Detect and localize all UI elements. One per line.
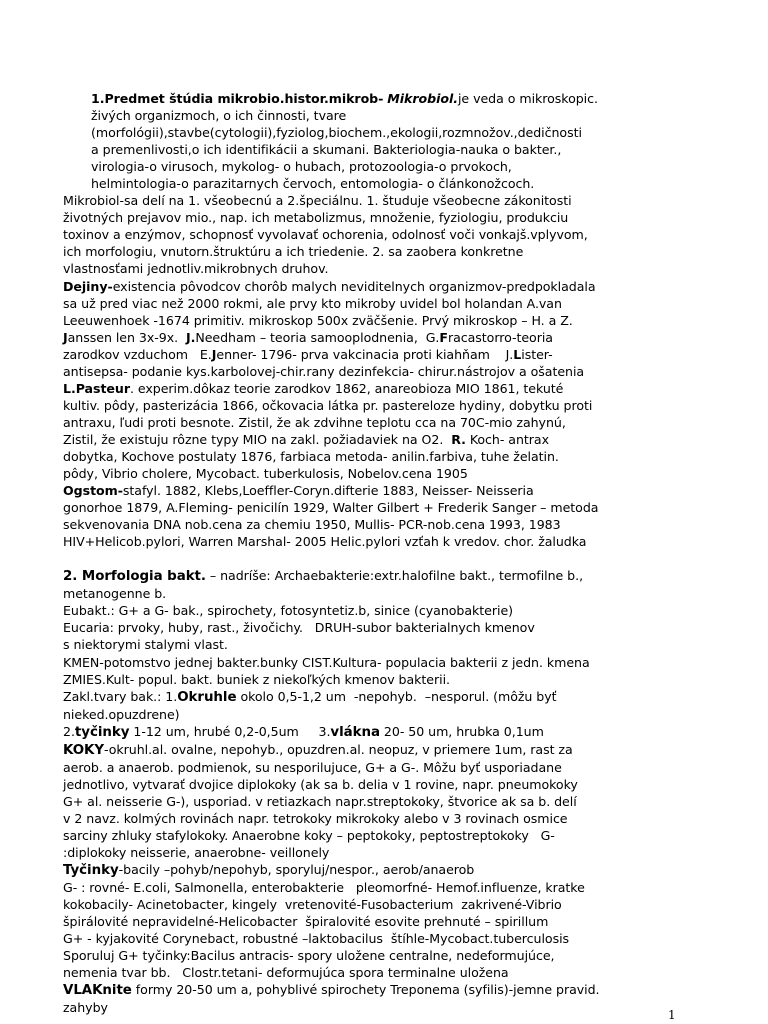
text-span: -bacily –pohyb/nepohyb, sporyluj/nespor., aerob/anaerob (118, 862, 475, 878)
bold-span: L (513, 346, 522, 362)
pasteur-name: L.Pasteur (63, 380, 130, 396)
text-line: pôdy, Vibrio cholere, Mycobact. tuberkulosis, Nobelov.cena 1905 (63, 466, 468, 482)
text-line: Leeuwenhoek -1674 primitiv. mikroskop 500x zväčšenie. Prvý mikroskop – H. a Z. (63, 312, 573, 328)
text-line: špirálovité nepravidelné-Helicobacter špiralovité esovite prehnuté – spirillum (63, 914, 549, 930)
text-line: KMEN-potomstvo jednej bakter.bunky CIST.Kultura- populacia bakterii z jedn. kmena (63, 654, 590, 670)
text-line: virologia-o virusoch, mykolog- o hubach, protozoologia-o prvokoch, (91, 159, 512, 175)
okruhle-label: Okruhle (177, 689, 237, 705)
text-line: s niektorymi stalymi vlast. (63, 637, 228, 653)
bold-span: J. (185, 329, 196, 345)
text-line (63, 861, 683, 879)
text-span: Zakl.tvary bak.: 1. (63, 688, 178, 704)
text-span: okolo 0,5-1,2 um -nepohyb. –nesporul. (môžu byť (236, 688, 557, 704)
koky-label: KOKY (63, 742, 105, 758)
text-line: aerob. a anaerob. podmienok, su nesporilujuce, G+ a G-. Môžu byť usporiadane (63, 759, 562, 775)
text-line: nemenia tvar bb. Clostr.tetani- deformujúca spora terminalne uložena (63, 965, 509, 981)
vlaknite-label: VLAKnite (63, 983, 132, 999)
text-line: a premenlivosti,o ich identifikácii a skumani. Bakteriologia-nauka o bakter., (91, 142, 562, 158)
text-line (63, 482, 683, 499)
text-line: kultiv. pôdy, pasterizácia 1866, očkovacia látka pr. pastereloze hydiny, dobytku proti (63, 397, 593, 413)
text-span: 2. (63, 723, 75, 739)
tycinky-label: tyčinky (74, 724, 130, 740)
text-line: antisepsa- podanie kys.karbolovej-chir.rany dezinfekcia- chirur.nástrojov a ošatenia (63, 363, 585, 379)
text-line: G+ - kyjakovité Corynebact, robustné –laktobacilus štíhle-Mycobact.tuberculosis (63, 931, 570, 947)
text-span: ister- (521, 346, 553, 362)
text-span: Zistil, že existuju rôzne typy MIO na zakl. požiadaviek na O2. (63, 431, 452, 447)
tycinky-heading: Tyčinky (63, 863, 119, 879)
text-line: vlastnosťami jednotliv.mikrobnych druhov. (63, 261, 329, 277)
text-line: helmintologia-o parazitarnych červoch, entomologia- o článkonožcoch. (91, 176, 535, 192)
text-line: G- : rovné- E.coli, Salmonella, enterobakterie pleomorfné- Hemof.influenze, kratke (63, 880, 585, 896)
text-line: sarciny zhluky stafylokoky. Anaerobne koky – peptokoky, peptostreptokoky G- (63, 827, 555, 843)
document-body (63, 90, 683, 1016)
dejiny-heading: Dejiny- (63, 278, 113, 294)
text-line: Mikrobiol-sa delí na 1. všeobecnú a 2.špeciálnu. 1. študuje všeobecne zákonitosti (63, 193, 572, 209)
text-line: sekvenovania DNA nob.cena za chemiu 1950, Mullis- PCR-nob.cena 1993, 1983 (63, 517, 561, 533)
bold-span: J (63, 329, 68, 345)
text-span: zarodkov vzduchom E. (63, 346, 212, 362)
page-number: 1 (668, 1008, 676, 1022)
text-span: existencia pôvodcov chorôb malych neviditelnych organizmov-predpokladala (112, 278, 596, 294)
text-line: (morfológii),stavbe(cytologii),fyziolog,biochem.,ekologii,rozmnožov.,dedičnosti (91, 125, 582, 141)
text-line: metanogenne b. (63, 586, 167, 602)
text-span: -okruhl.al. ovalne, nepohyb., opuzdren.al. neopuz, v priemere 1um, rast za (104, 741, 573, 757)
text-line: životných prejavov mio., nap. ich metabolizmus, množenie, fyziologiu, produkciu (63, 210, 569, 226)
text-line: ZMIES.Kult- popul. bakt. buniek z niekoľkých kmenov bakterii. (63, 671, 450, 687)
text-line (63, 688, 683, 706)
koch-initial: R. (451, 431, 466, 447)
text-line: Eucaria: prvoky, huby, rast., živočichy. DRUH-subor bakterialnych kmenov (63, 620, 535, 636)
text-line (63, 723, 683, 741)
text-line (63, 981, 683, 999)
text-line: ich morfologiu, vnutorn.štruktúru a ich triedenie. 2. sa zaobera konkretne (63, 244, 524, 260)
bold-span: F (439, 329, 448, 345)
text-span: enner- 1796- prva vakcinacia proti kiahňam J. (216, 346, 514, 362)
text-line (63, 346, 683, 363)
text-line: Eubakt.: G+ a G- bak., spirochety, fotosyntetiz.b, sinice (cyanobakterie) (63, 603, 514, 619)
text-line (63, 329, 683, 346)
text-line: jednotlivo, vytvarať dvojice diplokoky (ak sa b. delia v 1 rovine, napr. pneumokoky (63, 776, 578, 792)
text-line: antraxu, ľudi proti besnote. Zistil, že ak zdvihne teplotu cca na 70C-mio zahynú, (63, 414, 566, 430)
ogstom-name: Ogstom- (63, 483, 123, 499)
text-line (63, 741, 683, 759)
text-line: dobytka, Kochove postulaty 1876, farbiaca metoda- anilin.farbiva, tuhe želatin. (63, 448, 559, 464)
bold-span: J (211, 346, 217, 362)
text-line (63, 380, 683, 397)
text-span: stafyl. 1882, Klebs,Loeffler-Coryn.difterie 1883, Neisser- Neisseria (122, 483, 534, 499)
text-line: G+ al. neisserie G-), usporiad. v retiazkach napr.streptokoky, štvorice ak sa b. delí (63, 793, 577, 809)
text-line: :diplokoky neisserie, anaerobne- veillonely (63, 845, 330, 861)
text-line: zahyby (63, 1000, 108, 1016)
section-2-heading: 2. Morfologia bakt. (63, 569, 206, 585)
vlakna-label: vlákna (330, 724, 380, 740)
text-span: je veda o mikroskopic. (457, 91, 598, 106)
text-line: toxinov a enzýmov, schopnosť vyvolavať ochorenia, odolnosť voči vonkajš.vplyvom, (63, 227, 588, 243)
text-span: racastorro-teoria (447, 329, 553, 345)
text-line: v 2 navz. kolmých rovinách napr. tetrokoky mikrokoky alebo v 3 rovinach osmice (63, 810, 568, 826)
paragraph-gap (63, 550, 683, 567)
text-span: Needham – teoria samooplodnenia, G. (195, 329, 440, 345)
text-line: kokobacily- Acinetobacter, kingely vretenovité-Fusobacterium zakrivené-Vibrio (63, 897, 562, 913)
text-span: formy 20-50 um a, pohyblivé spirochety Treponema (syfilis)-jemne pravid. (131, 982, 600, 998)
section-1-heading-line (63, 90, 683, 107)
text-line (63, 431, 683, 448)
text-span: – nadríše: Archaebakterie:extr.halofilne bakt., termofilne b., (205, 568, 584, 584)
text-span: anssen len 3x-9x. (67, 329, 186, 345)
text-span: 1-12 um, hrubé 0,2-0,5um 3. (129, 723, 331, 739)
section-1-heading-italic: Mikrobiol. (387, 91, 458, 106)
text-line: gonorhoe 1879, A.Fleming- penicilín 1929, Walter Gilbert + Frederik Sanger – metoda (63, 500, 599, 516)
text-span: . experim.dôkaz teorie zarodkov 1862, anareobioza MIO 1861, tekuté (129, 380, 564, 396)
text-line: živých organizmoch, o ich činnosti, tvare (91, 108, 347, 124)
text-line: Sporuluj G+ tyčinky:Bacilus antracis- spory uložene centralne, nedeformujúce, (63, 948, 555, 964)
text-line: HIV+Helicob.pylori, Warren Marshal- 2005 Helic.pylori vzťah k vredov. chor. žaludka (63, 534, 587, 550)
section-1-heading: 1.Predmet štúdia mikrobio.histor.mikrob- (91, 91, 384, 106)
dejiny-heading-line (63, 278, 683, 295)
text-line: sa už pred viac než 2000 rokmi, ale prvy kto mikroby uvidel bol holandan A.van (63, 295, 562, 311)
text-span: Koch- antrax (465, 431, 549, 447)
text-line: nieked.opuzdrene) (63, 706, 180, 722)
section-2-heading-line (63, 567, 683, 585)
text-span: 20- 50 um, hrubka 0,1um (379, 723, 544, 739)
